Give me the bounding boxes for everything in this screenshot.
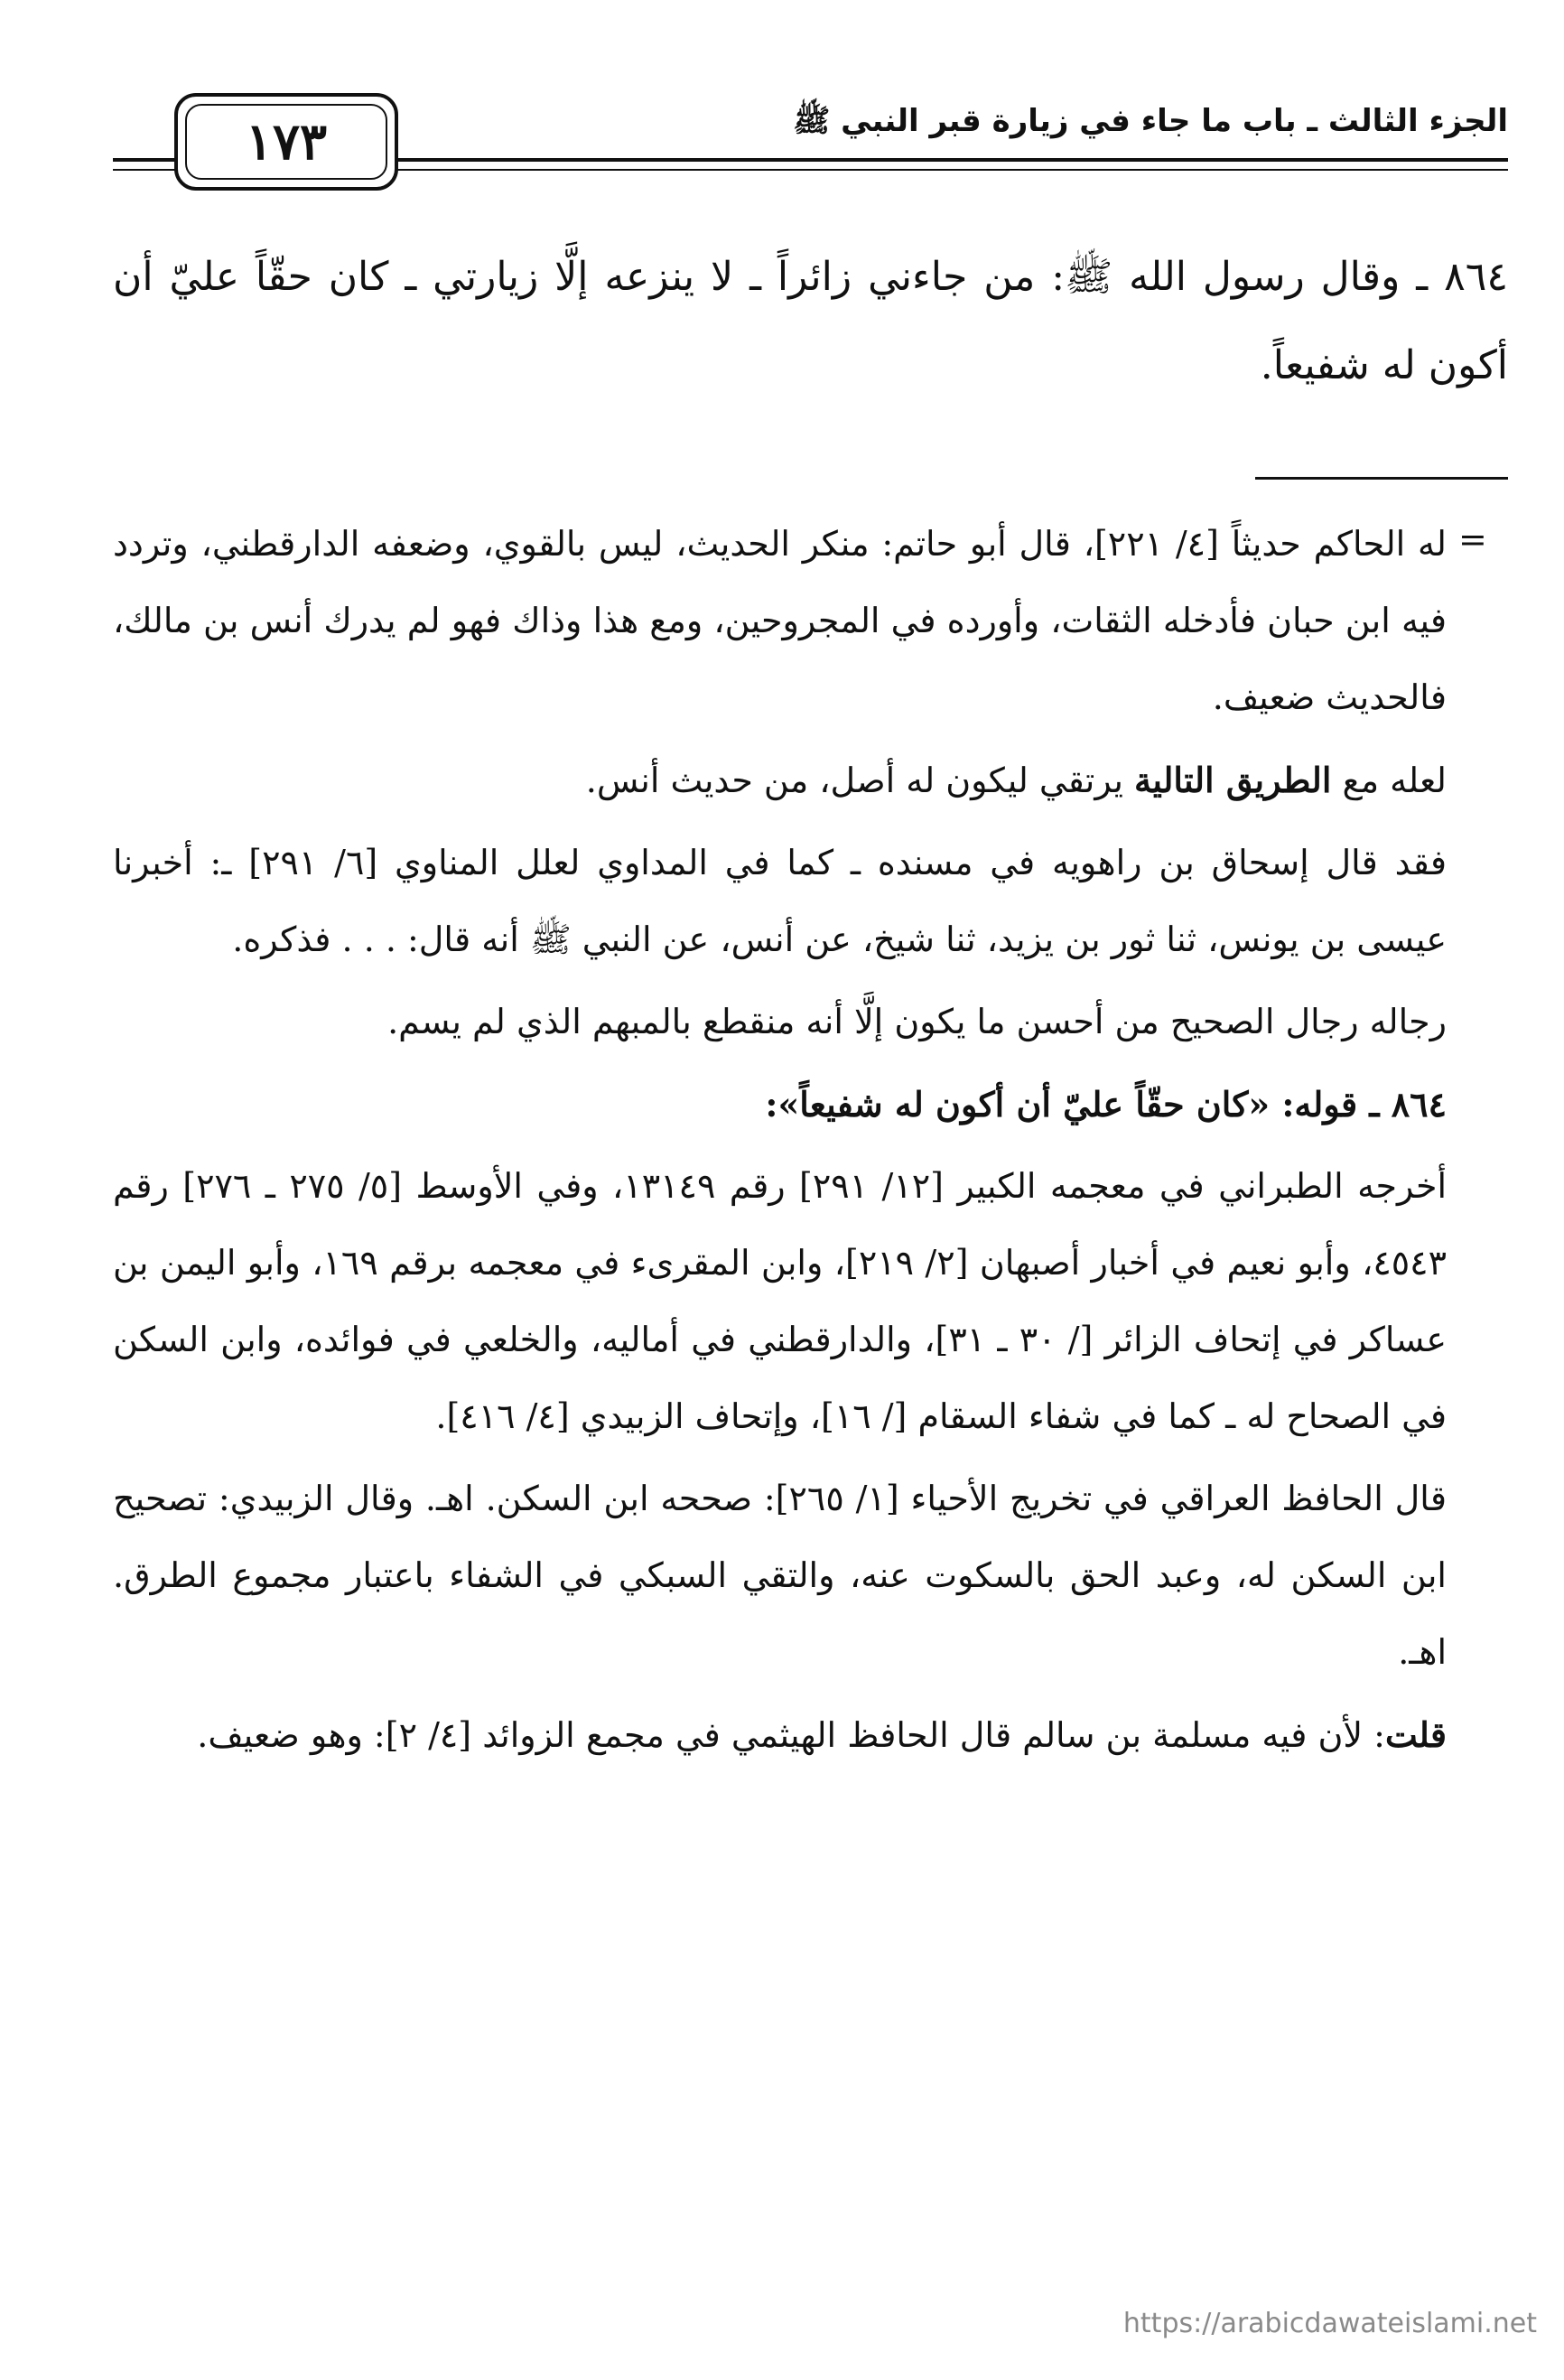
page-header	[113, 86, 1508, 190]
footnote-separator	[1255, 477, 1508, 480]
note-paragraph: لعله مع الطريق التالية يرتقي ليكون له أصل، من حديث أنس.	[585, 760, 1447, 800]
note-paragraph: قلت: لأن فيه مسلمة بن سالم قال الحافظ الهيثمي في مجمع الزوائد [٤/ ٢]: وهو ضعيف.	[197, 1714, 1447, 1755]
main-text	[113, 233, 1508, 410]
note-paragraph: قال الحافظ العراقي في تخريج الأحياء [١/ ٢٦٥]: صححه ابن السكن. اهـ. وقال الزبيدي: تصحيح ابن السكن له، وعبد الحق بالسكوت عنه، والتقي السبكي في الشفاء باعتبار مجموع الطرق. اهـ.	[113, 1479, 1448, 1672]
page-number: ١٧٣	[245, 112, 328, 172]
bold-phrase: قلت	[1384, 1714, 1447, 1755]
running-title: الجزء الثالث ـ باب ما جاء في زيارة قبر النبي ﷺ	[793, 103, 1508, 139]
footnote-continuation-marker: =	[1458, 519, 1487, 559]
bold-phrase: الطريق التالية	[1134, 760, 1332, 800]
note-paragraph: أخرجه الطبراني في معجمه الكبير [١٢/ ٢٩١] رقم ١٣١٤٩، وفي الأوسط [٥/ ٢٧٥ ـ ٢٧٦] رقم ٤٥٤٣، وأبو نعيم في أخبار أصبهان [٢/ ٢١٩]، وابن المقرىء في معجمه برقم ١٦٩، وأبو اليمن بن عساكر في إتحاف الزائر [/ ٣٠ ـ ٣١]، والدارقطني في أماليه، والخلعي في فوائده، وابن السكن في الصحاح له ـ كما في شفاء السقام [/ ١٦]، وإتحاف الزبيدي [٤/ ٤١٦].	[113, 1166, 1448, 1436]
note-paragraph: له الحاكم حديثاً [٤/ ٢٢١]، قال أبو حاتم: منكر الحديث، ليس بالقوي، وضعفه الدارقطني، وتردد فيه ابن حبان فأدخله الثقات، وأورده في المجروحين، ومع هذا وذاك فهو لم يدرك أنس بن مالك، فالحديث ضعيف.	[113, 524, 1447, 717]
watermark-url: https://arabicdawateislami.net	[1122, 2308, 1537, 2339]
hadith-864: ٨٦٤ ـ وقال رسول الله ﷺ: من جاءني زائراً ـ لا ينزعه إلَّا زيارتي ـ كان حقّاً عليّ أن أكون له شفيعاً.	[113, 254, 1508, 388]
page-number-frame	[174, 93, 398, 191]
note-paragraph: رجاله رجال الصحيح من أحسن ما يكون إلَّا أنه منقطع بالمبهم الذي لم يسم.	[387, 1002, 1447, 1041]
note-heading-864: ٨٦٤ ـ قوله: «كان حقّاً عليّ أن أكون له شفيعاً»:	[765, 1084, 1447, 1125]
note-paragraph: فقد قال إسحاق بن راهويه في مسنده ـ كما في المداوي لعلل المناوي [٦/ ٢٩١] ـ: أخبرنا عيسى بن يونس، ثنا ثور بن يزيد، ثنا شيخ، عن أنس، عن النبي ﷺ أنه قال: . . . فذكره.	[113, 843, 1447, 959]
footnotes	[113, 506, 1447, 1779]
